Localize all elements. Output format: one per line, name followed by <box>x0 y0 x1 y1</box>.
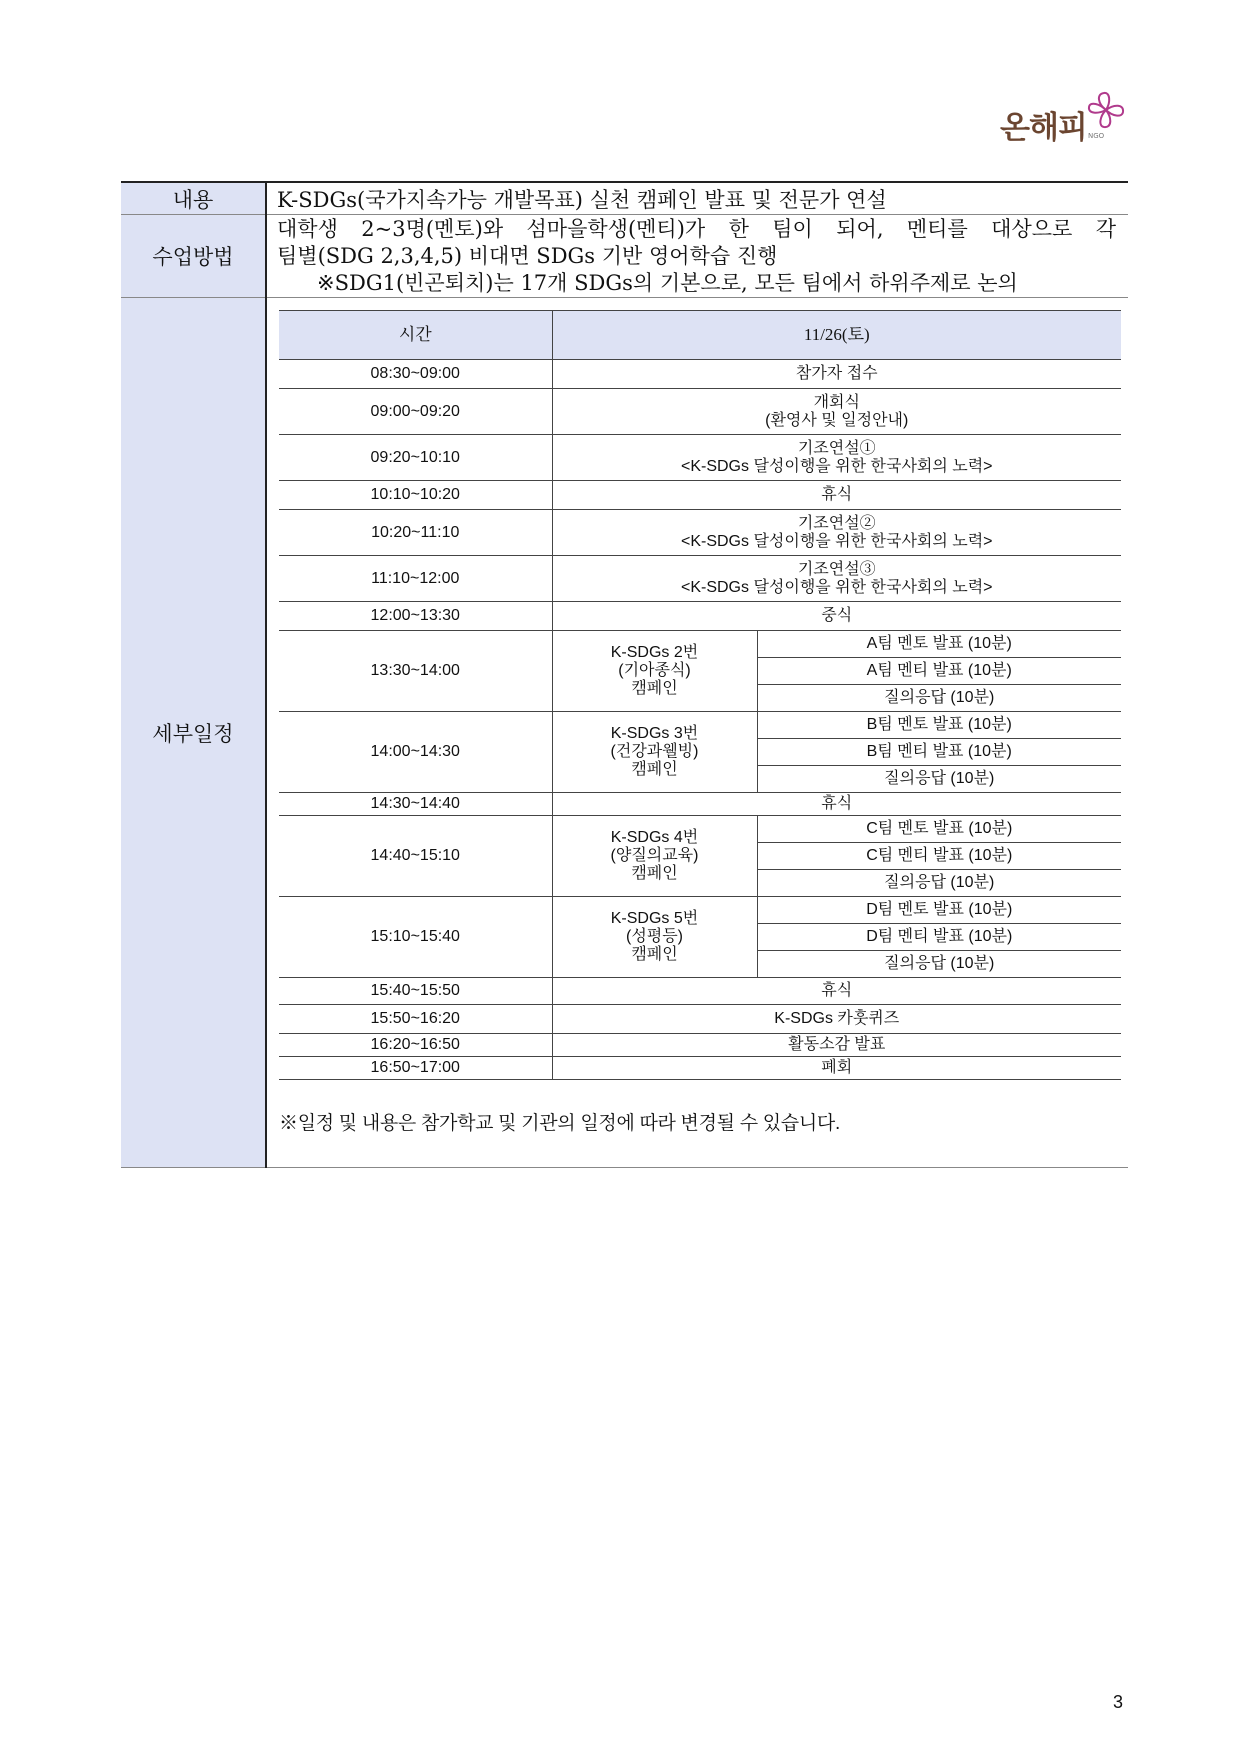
table-row <box>279 510 1121 556</box>
table-row <box>279 389 1121 435</box>
activity-cell <box>552 556 1121 602</box>
time-cell: 09:00~09:20 <box>279 389 552 435</box>
time-cell: 10:10~10:20 <box>279 481 552 510</box>
campaign-line: K-SDGs 4번 <box>610 829 699 846</box>
campaign-line: (양질의교육) <box>610 847 699 864</box>
table-row <box>279 978 1121 1005</box>
table-row <box>279 360 1121 389</box>
time-cell: 15:40~15:50 <box>279 978 552 1005</box>
table-row <box>279 631 1121 658</box>
time-cell: 08:30~09:00 <box>279 360 552 389</box>
table-row <box>279 897 1121 924</box>
campaign-line: 캠페인 <box>631 865 678 882</box>
method-value <box>266 215 1128 298</box>
table-row <box>279 793 1121 816</box>
activity-line: 기조연설③ <box>797 560 876 578</box>
logo-text: 온해피 <box>1000 110 1087 146</box>
campaign-line: K-SDGs 2번 <box>610 644 699 661</box>
schedule-table <box>279 310 1121 1080</box>
schedule-cell <box>266 298 1128 1168</box>
sub-activity-cell: 질의응답 (10분) <box>757 870 1121 897</box>
method-line-3: ※SDG1(빈곤퇴치)는 17개 SDGs의 기본으로, 모든 팀에서 하위주제로 논의 <box>317 270 1018 295</box>
logo-subtext: NGO <box>1088 132 1105 140</box>
campaign-line: 캠페인 <box>631 680 678 697</box>
time-cell: 14:40~15:10 <box>279 816 552 897</box>
table-row <box>279 1057 1121 1080</box>
time-cell: 16:20~16:50 <box>279 1034 552 1057</box>
activity-line: (환영사 및 일정안내) <box>765 411 909 429</box>
activity-line: <K-SDGs 달성이행을 위한 한국사회의 노력> <box>680 578 993 596</box>
time-cell: 14:30~14:40 <box>279 793 552 816</box>
table-row <box>279 712 1121 739</box>
table-row <box>279 1034 1121 1057</box>
table-row <box>279 556 1121 602</box>
sub-activity-cell: 질의응답 (10분) <box>757 951 1121 978</box>
activity-cell: 활동소감 발표 <box>552 1034 1121 1057</box>
activity-cell: 휴식 <box>552 481 1121 510</box>
time-cell: 11:10~12:00 <box>279 556 552 602</box>
campaign-line: 캠페인 <box>631 761 678 778</box>
logo <box>1000 88 1130 150</box>
sub-activity-cell: A팀 멘토 발표 (10분) <box>757 631 1121 658</box>
table-row <box>279 602 1121 631</box>
sub-activity-cell: D팀 멘티 발표 (10분) <box>757 924 1121 951</box>
activity-cell <box>552 510 1121 556</box>
activity-line: 기조연설① <box>797 439 876 457</box>
header-date: 11/26(토) <box>552 311 1121 360</box>
time-cell: 12:00~13:30 <box>279 602 552 631</box>
activity-line: 개회식 <box>813 393 860 411</box>
activity-cell: 휴식 <box>552 793 1121 816</box>
table-row <box>279 435 1121 481</box>
table-row <box>279 311 1121 360</box>
campaign-line: (건강과웰빙) <box>610 743 699 760</box>
activity-cell: 중식 <box>552 602 1121 631</box>
page-number: 3 <box>1113 1692 1124 1712</box>
sub-activity-cell: B팀 멘티 발표 (10분) <box>757 739 1121 766</box>
sub-activity-cell: C팀 멘토 발표 (10분) <box>757 816 1121 843</box>
time-cell: 16:50~17:00 <box>279 1057 552 1080</box>
method-label: 수업방법 <box>121 215 266 298</box>
campaign-cell <box>552 897 757 978</box>
table-row <box>279 481 1121 510</box>
activity-cell: 참가자 접수 <box>552 360 1121 389</box>
time-cell: 13:30~14:00 <box>279 631 552 712</box>
program-info-table <box>121 181 1128 1168</box>
activity-cell: 폐회 <box>552 1057 1121 1080</box>
campaign-line: K-SDGs 5번 <box>610 910 699 927</box>
method-line-2: 팀별(SDG 2,3,4,5) 비대면 SDGs 기반 영어학습 진행 <box>277 243 778 268</box>
campaign-cell <box>552 816 757 897</box>
time-cell: 15:10~15:40 <box>279 897 552 978</box>
sub-activity-cell: A팀 멘티 발표 (10분) <box>757 658 1121 685</box>
sub-activity-cell: 질의응답 (10분) <box>757 685 1121 712</box>
campaign-line: (성평등) <box>625 928 684 945</box>
activity-line: <K-SDGs 달성이행을 위한 한국사회의 노력> <box>680 532 993 550</box>
clover-flower-icon <box>1084 88 1128 132</box>
method-line-1: 대학생 2~3명(멘토)와 섬마을학생(멘티)가 한 팀이 되어, 멘티를 대상으로 각 <box>277 216 1116 241</box>
header-time: 시간 <box>279 311 552 360</box>
time-cell: 14:00~14:30 <box>279 712 552 793</box>
activity-cell <box>552 435 1121 481</box>
sub-activity-cell: B팀 멘토 발표 (10분) <box>757 712 1121 739</box>
activity-cell: K-SDGs 카훗퀴즈 <box>552 1005 1121 1034</box>
activity-cell <box>552 389 1121 435</box>
campaign-cell <box>552 631 757 712</box>
sub-activity-cell: D팀 멘토 발표 (10분) <box>757 897 1121 924</box>
schedule-label: 세부일정 <box>121 298 266 1168</box>
activity-line: 기조연설② <box>797 514 876 532</box>
sub-activity-cell: C팀 멘티 발표 (10분) <box>757 843 1121 870</box>
time-cell: 09:20~10:10 <box>279 435 552 481</box>
table-row <box>279 816 1121 843</box>
campaign-line: (기아종식) <box>618 662 691 679</box>
activity-cell: 휴식 <box>552 978 1121 1005</box>
campaign-line: K-SDGs 3번 <box>610 725 699 742</box>
campaign-cell <box>552 712 757 793</box>
content-value: K-SDGs(국가지속가능 개발목표) 실천 캠페인 발표 및 전문가 연설 <box>266 182 1128 215</box>
campaign-line: 캠페인 <box>631 946 678 963</box>
table-row <box>279 1005 1121 1034</box>
content-label: 내용 <box>121 182 266 215</box>
time-cell: 10:20~11:10 <box>279 510 552 556</box>
activity-line: <K-SDGs 달성이행을 위한 한국사회의 노력> <box>680 457 993 475</box>
sub-activity-cell: 질의응답 (10분) <box>757 766 1121 793</box>
schedule-note: ※일정 및 내용은 참가학교 및 기관의 일정에 따라 변경될 수 있습니다. <box>279 1113 840 1134</box>
time-cell: 15:50~16:20 <box>279 1005 552 1034</box>
